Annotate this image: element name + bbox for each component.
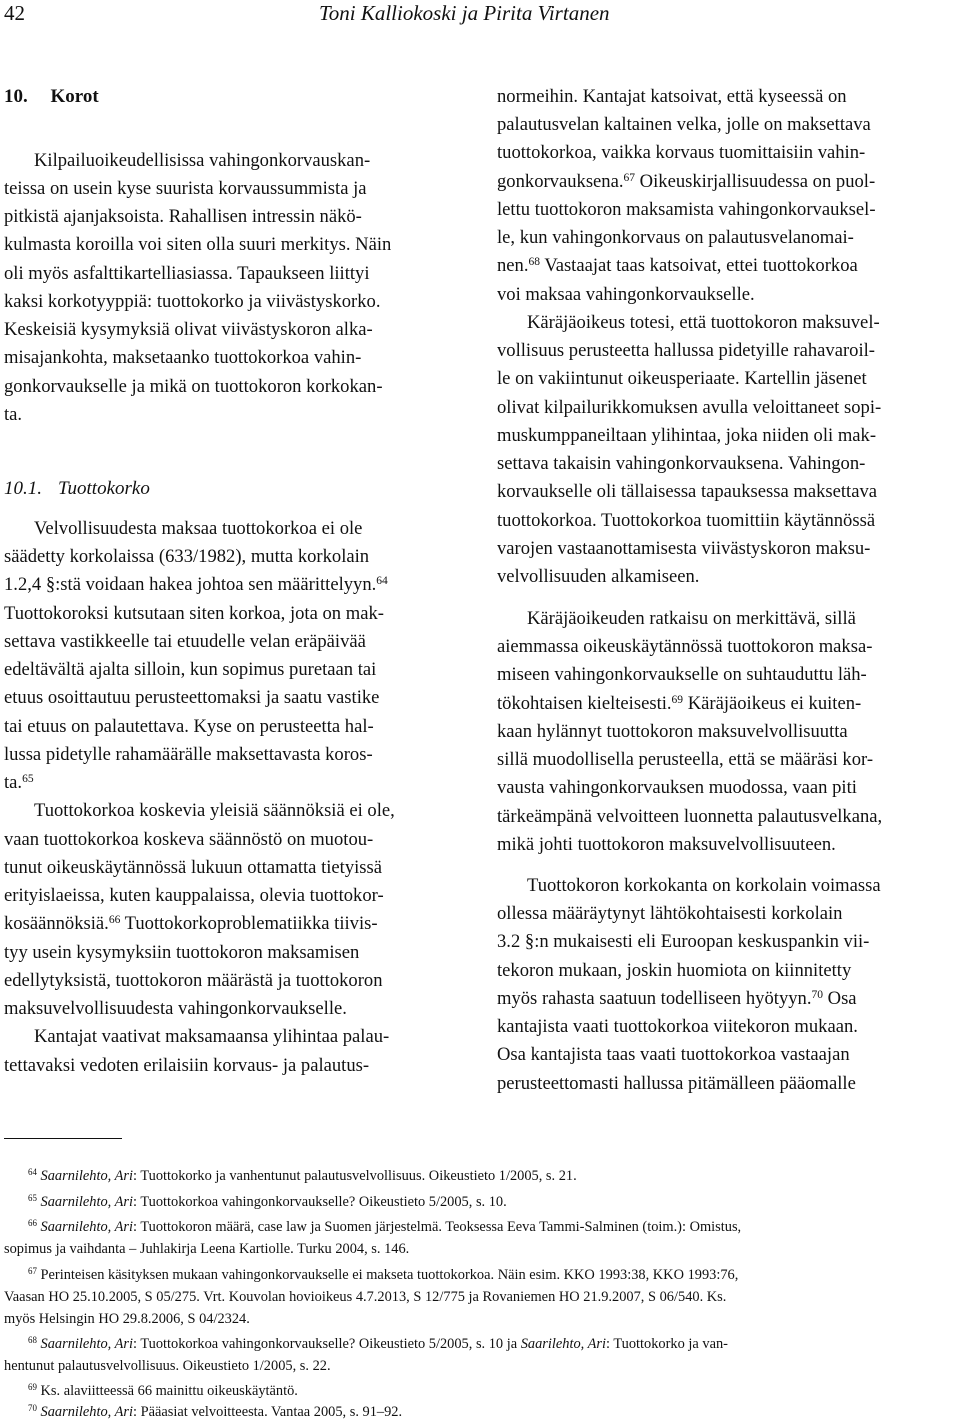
text-line: muskumppaneiltaan ylihintaa, joka niiden oli mak- (497, 425, 877, 446)
footnote-66: $^{66}$ Saarnilehto, Ari: Tuottokoron määrä, case law ja Suomen järjestelmä. Teoksessa Eeva Tammi-Salminen (toim.): Omistus, (28, 1218, 742, 1235)
footnote-70: $^{70}$ Saarnilehto, Ari: Pääasiat velvoitteesta. Vantaa 2005, s. 91–92. (28, 1403, 403, 1420)
text-line: le on vakiintunut oikeusperiaate. Kartellin jäsenet (497, 368, 867, 389)
text-line: kantajista vaati tuottokorkoa viitekoron mukaan. (497, 1016, 858, 1037)
footnote-ref: 64 (376, 574, 388, 587)
text-line: Velvollisuudesta maksaa tuottokorkoa ei ole (34, 518, 363, 539)
text-line: kulmasta koroilla voi siten olla suuri merkitys. Näin (4, 234, 392, 255)
text-line: ta. (4, 404, 23, 425)
footnote-68-cont: hentunut palautusvelvollisuus. Oikeustieto 1/2005, s. 22. (4, 1358, 331, 1374)
footnote-69: $^{69}$ Ks. alaviitteessä 66 mainittu oikeuskäytäntö. (28, 1382, 298, 1399)
page-number: 42 (4, 1, 25, 25)
text-line: varojen vastaanottamisesta viivästyskoron maksu- (497, 538, 871, 559)
text-line: pitkistä ajanjaksoista. Rahallisen intressin näkö- (4, 206, 362, 227)
text-line: korvaukselle oli tällaisessa tapauksessa maksettava (497, 481, 878, 502)
text-line: vausta vahingonkorvauksen muodossa, vaan piti (497, 777, 857, 798)
text-line: Tuottokorkoa koskevia yleisiä säännöksiä ei ole, (34, 800, 395, 821)
text-line: vaan tuottokorkoa koskeva säännöstö on muotou- (4, 829, 374, 850)
text-line: tekoron mukaan, joskin huomiota on kiinnitetty (497, 960, 852, 981)
text-line: sillä muodollisella perusteella, että se määräsi kor- (497, 749, 874, 770)
section-number: 10. (4, 86, 28, 107)
text-line: settava vastikkeelle tai etuudelle velan eräpäivää (4, 631, 366, 652)
text-line: settava takaisin vahingonkorvauksena. Vahingon- (497, 453, 866, 474)
text-line: tökohtaisen kielteisesti.$^{69}$ Käräjäoikeus ei kuiten- (497, 693, 862, 714)
text-line: kosäännöksiä.$^{66}$ Tuottokorkoproblematiikka tiivis- (4, 913, 378, 934)
footnote-ref: 67 (623, 171, 636, 184)
subsection-number: 10.1. (4, 478, 42, 499)
text-line: tai etuus on palautettava. Kyse on perusteetta hal- (4, 716, 374, 737)
footnote-67-cont2: myös Helsingin HO 29.8.2006, S 04/2324. (4, 1311, 250, 1327)
text-line: aiemmassa oikeuskäytännössä tuottokoron maksa- (497, 636, 873, 657)
text-line: teissa on usein kyse suurista korvaussummista ja (4, 178, 367, 199)
text-line: tettavaksi vedoten erilaisiin korvaus- ja palautus- (4, 1055, 370, 1076)
footnote-ref: 66 (108, 913, 121, 926)
text-line: lussa pidetylle rahamäärälle maksettavasta koros- (4, 744, 373, 765)
text-line: Kantajat vaativat maksamaansa ylihintaa palau- (34, 1026, 390, 1047)
text-line: ta.$^{65}$ (4, 772, 34, 793)
text-line: miseen vahingonkorvaukselle on suhtauduttu läh- (497, 664, 867, 685)
text-line: Kilpailuoikeudellisissa vahingonkorvauskan- (34, 150, 371, 171)
footnote-67: $^{67}$ Perinteisen käsityksen mukaan vahingonkorvaukselle ei makseta tuottokorkoa. Näin esim. KKO 1993:38, KKO 1993:76, (28, 1266, 739, 1283)
footnote-66-cont: sopimus ja vaihdanta – Juhlakirja Leena Kartiolle. Turku 2004, s. 146. (4, 1241, 410, 1257)
running-title: Toni Kalliokoski ja Pirita Virtanen (319, 1, 610, 25)
text-line: mikä johti tuottokoron maksuvelvollisuuteen. (497, 834, 836, 855)
text-line: 3.2 §:n mukaisesti eli Euroopan keskuspankin vii- (497, 931, 870, 952)
text-line: perusteettomasti hallussa pitämälleen pääomalle (497, 1073, 856, 1094)
text-line: tyy usein kysymyksiin tuottokoron maksamisen (4, 942, 360, 963)
footnote-65: $^{65}$ Saarnilehto, Ari: Tuottokorkoa vahingonkorvaukselle? Oikeustieto 5/2005, s. 10. (28, 1193, 507, 1210)
text-line: etuus osoittautuu perusteettomaksi ja saatu vastike (4, 687, 380, 708)
text-line: palautusvelan kaltainen velka, jolle on maksettava (497, 114, 871, 135)
footnote-67-cont: Vaasan HO 25.10.2005, S 05/275. Vrt. Kouvolan hovioikeus 4.7.2013, S 12/775 ja Rovaniemen HO 21.9.2007, S 06/540. Ks. (4, 1289, 727, 1305)
text-line: säädetty korkolaissa (633/1982), mutta korkolain (4, 546, 370, 567)
footnote-68: $^{68}$ Saarnilehto, Ari: Tuottokorkoa vahingonkorvaukselle? Oikeustieto 5/2005, s. 10 ja Saarilehto, Ari: Tuottokorko ja van- (28, 1335, 728, 1352)
text-line: le, kun vahingonkorvaus on palautusvelanomai- (497, 227, 854, 248)
footnote-ref: 65 (22, 772, 34, 785)
text-line: tuottokorkoa, vaikka korvaus tuomittaisiin vahin- (497, 142, 866, 163)
text-line: Tuottokoroksi kutsutaan siten korkoa, jota on mak- (4, 603, 384, 624)
section-heading (4, 86, 99, 108)
text-line: gonkorvauksena.$^{67}$ Oikeuskirjallisuudessa on puol- (497, 171, 876, 192)
footnote-ref: 68 (528, 255, 541, 268)
text-line: myös rahasta saatuun todelliseen hyötyyn.$^{70}$ Osa (497, 988, 857, 1009)
text-line: olivat kilpailurikkomuksen avulla veloittaneet sopi- (497, 397, 882, 418)
text-line: normeihin. Kantajat katsoivat, että kyseessä on (497, 86, 847, 107)
subsection-title: Tuottokorko (58, 478, 150, 499)
text-line: lettu tuottokoron maksamista vahingonkorvauksel- (497, 199, 876, 220)
text-line: tunut oikeuskäytännössä lukuun ottamatta tietyissä (4, 857, 383, 878)
text-line: nen.$^{68}$ Vastaajat taas katsoivat, ettei tuottokorkoa (497, 255, 858, 276)
subsection-heading (4, 478, 150, 500)
text-line: vollisuus perusteetta hallussa pidetyille rahavaroil- (497, 340, 875, 361)
text-line: ollessa määräytynyt lähtökohtaisesti korkolain (497, 903, 843, 924)
footnote-ref: 70 (811, 988, 823, 1001)
text-line: tuottokorkoa. Tuottokorkoa tuomittiin käytännössä (497, 510, 876, 531)
text-line: edellytyksistä, tuottokoron määrästä ja tuottokoron (4, 970, 383, 991)
text-line: maksuvelvollisuudesta vahingonkorvaukselle. (4, 998, 347, 1019)
text-line: gonkorvaukselle ja mikä on tuottokoron korkokan- (4, 376, 383, 397)
text-line: erityislaeissa, kuten kauppalaissa, olevia tuottokor- (4, 885, 384, 906)
text-line: Osa kantajista taas vaati tuottokorkoa vastaajan (497, 1044, 850, 1065)
text-line: Keskeisiä kysymyksiä olivat viivästyskoron alka- (4, 319, 373, 340)
text-line: edeltävältä ajalta silloin, kun sopimus puretaan tai (4, 659, 377, 680)
text-line: Käräjäoikeus totesi, että tuottokoron maksuvel- (527, 312, 880, 333)
text-line: misajankohta, maksetaanko tuottokorkoa vahin- (4, 347, 362, 368)
footnote-separator (4, 1138, 122, 1139)
text-line: velvollisuuden alkamiseen. (497, 566, 700, 587)
text-line: Käräjäoikeuden ratkaisu on merkittävä, sillä (527, 608, 856, 629)
text-line: oli myös asfalttikartelliasiassa. Tapaukseen liittyi (4, 263, 370, 284)
footnote-ref: 69 (671, 693, 684, 706)
footnote-64: $^{64}$ Saarnilehto, Ari: Tuottokorko ja vanhentunut palautusvelvollisuus. Oikeustieto 1/2005, s. 21. (28, 1167, 577, 1184)
text-line: voi maksaa vahingonkorvaukselle. (497, 284, 755, 305)
text-line: tärkeämpänä velvoitteen luonnetta palautusvelkana, (497, 806, 883, 827)
text-line: kaksi korkotyyppiä: tuottokorko ja viivästyskorko. (4, 291, 381, 312)
section-title: Korot (50, 86, 99, 107)
text-line: kaan hylännyt tuottokoron maksuvelvollisuutta (497, 721, 848, 742)
text-line: 1.2,4 §:stä voidaan hakea johtoa sen määrittelyyn.$^{64}$ (4, 574, 388, 595)
text-line: Tuottokoron korkokanta on korkolain voimassa (527, 875, 881, 896)
